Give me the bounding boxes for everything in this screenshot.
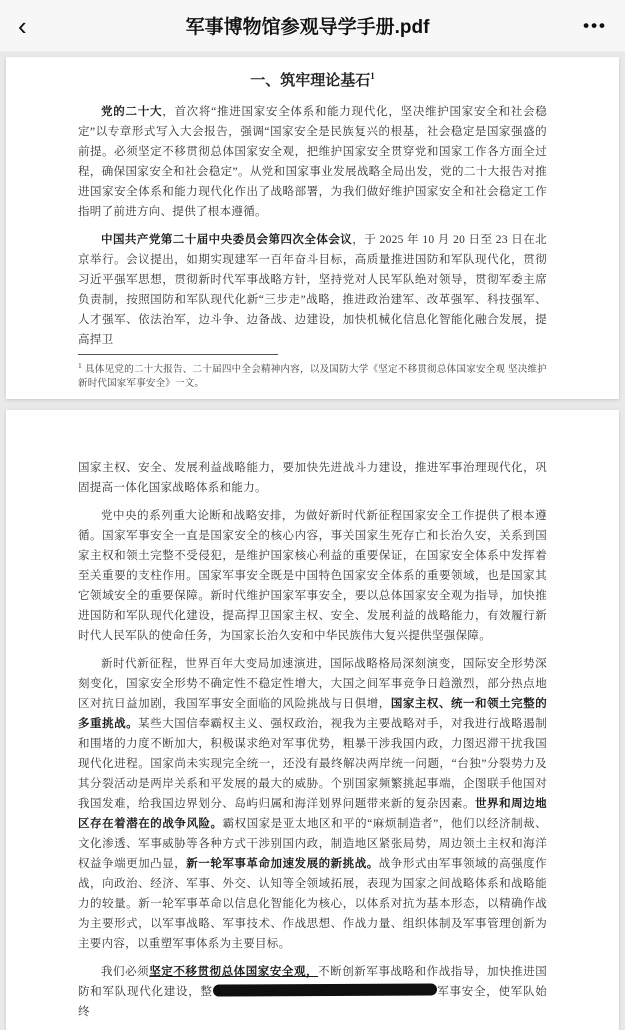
paragraph bbox=[78, 102, 547, 222]
more-options-icon[interactable]: ••• bbox=[583, 16, 607, 35]
footnote-reference: 1 bbox=[370, 71, 375, 81]
text-run: 世界和周边地区存在着潜在的战争风险。 bbox=[78, 798, 547, 830]
text-run: ，于 2025 年 10 月 20 日至 23 日在北京举行。会议提出，如期实现建军一百年奋斗目标，高质量推进国防和军队现代化，贯彻习近平强军思想，贯彻新时代军事战略方针，坚持党对人民军队绝对领导，贯彻军委主席负责制，按照国防和军队现代化新“三步走”战略，推进政治建军、改革强军、科技强军、人才强军、依法治军，边斗争、边备战、边建设，加快机械化信息化智能化融合发展，提高捍卫 bbox=[78, 234, 547, 346]
text-run: 党的二十大 bbox=[101, 106, 163, 118]
text-run: 某些大国信奉霸权主义、强权政治，视我为主要战略对手，对我进行战略遏制和围堵的力度不断加大，积极谋求绝对军事优势，粗暴干涉我国内政，力图迟滞干扰我国现代化进程。国家尚未实现完全统一，还没有最终解决两岸统一问题，“台独”分裂势力及其分裂活动是两岸关系和平发展的最大的威胁。个别国家频繁挑起事端，企图联手他国对我国发难，给我国边界划分、岛屿归属和海洋划界问题带来新的复杂因素。 bbox=[78, 718, 548, 810]
footnote bbox=[78, 354, 547, 391]
footnote-text bbox=[78, 359, 547, 391]
paragraph bbox=[78, 962, 547, 1022]
text-run: ，首次将“推进国家安全体系和能力现代化，坚决维护国家安全和社会稳定”以专章形式写入大会报告，强调“国家安全是民族复兴的根基，社会稳定是国家强盛的前提。必须坚定不移贯彻总体国家安全观，把维护国家安全贯穿党和国家工作各方面全过程，确保国家安全和社会稳定”。从党和国家事业发展战略全局出发，党的二十大报告对推进国家安全体系和能力现代化作出了战略部署，为我们做好维护国家安全和社会稳定工作指明了前进方向、提供了根本遵循。 bbox=[78, 106, 548, 218]
navbar bbox=[0, 0, 625, 52]
pdf-viewer-scroll-area[interactable] bbox=[0, 52, 625, 1018]
redaction-bar bbox=[213, 983, 437, 996]
pdf-page-2 bbox=[6, 410, 619, 1030]
text-run: 坚定不移贯彻总体国家安全观， bbox=[149, 966, 319, 978]
text-run: 霸权国家是亚太地区和平的“麻烦制造者”，他们以经济制裁、文化渗透、军事威胁等各种方式干涉别国内政，制造地区紧张局势，周边领土主权和海洋权益争端更加凸显， bbox=[78, 818, 547, 870]
paragraph bbox=[78, 458, 547, 498]
document-title: 军事博物馆参观导学手册.pdf bbox=[185, 17, 430, 38]
section-heading bbox=[78, 69, 547, 90]
paragraph bbox=[78, 230, 547, 350]
footnote-marker: 1 bbox=[78, 360, 82, 370]
footnote-body: 具体见党的二十大报告、二十届四中全会精神内容，以及国防大学《坚定不移贯彻总体国家安全观 坚决维护新时代国家军事安全》一文。 bbox=[78, 365, 547, 389]
text-run: 军事安全，使军队始终 bbox=[78, 986, 547, 1018]
back-icon[interactable]: ‹ bbox=[18, 10, 27, 41]
text-run: 不断创新军事战略和作战指导，加快推进国防和军队现代化建设，整 bbox=[78, 966, 548, 998]
text-run: 国家主权、安全、发展利益战略能力，要加快先进战斗力建设，推进军事治理现代化，巩固提高一体化国家战略体系和能力。 bbox=[78, 462, 547, 494]
footnote-separator bbox=[78, 354, 278, 355]
text-run: 我们必须 bbox=[101, 966, 150, 978]
text-run: 中国共产党第二十届中央委员会第四次全体会议 bbox=[101, 234, 353, 246]
text-run: 新一轮军事革命加速发展的新挑战。 bbox=[186, 858, 379, 870]
text-run: 党中央的系列重大论断和战略安排，为做好新时代新征程国家安全工作提供了根本遵循。国家军事安全一直是国家安全的核心内容，事关国家生死存亡和长治久安，关系到国家主权和领土完整不受侵犯，是维护国家核心利益的重要保证，在国家安全体系中发挥着至关重要的支柱作用。国家军事安全既是中国特色国家安全体系的重要领域，也是国家其它领域安全的重要保障。新时代维护国家军事安全，要以总体国家安全观为指导，加快推进国防和军队现代化建设，提高捍卫国家主权、安全、发展利益的战略能力，有效履行新时代人民军队的使命任务，为国家长治久安和中华民族伟大复兴提供坚强保障。 bbox=[78, 510, 547, 642]
text-run: 国家主权、统一和领土完整的多重挑战。 bbox=[78, 698, 548, 730]
paragraph bbox=[78, 506, 547, 646]
text-run: 新时代新征程，世界百年大变局加速演进，国际战略格局深刻演变，国际安全形势深刻变化，国家安全形势不确定性不稳定性增大，大国之间军事竞争日趋激烈，部分热点地区对抗日益加剧，我国军事安全面临的风险挑战与日俱增， bbox=[78, 658, 547, 710]
section-heading-text: 一、筑牢理论基石 bbox=[250, 73, 371, 89]
text-run: 战争形式由军事领域的高强度作战，向政治、经济、军事、外交、认知等全领域拓展，表现为国家之间战略体系和战略能力的较量。新一轮军事革命以信息化智能化为核心，以体系对抗为基本形态，以精确作战为主要形式，以军事战略、军事技术、作战思想、作战力量、组织体制及军事管理创新为主要内容，以重塑军事体系为主要目标。 bbox=[78, 858, 547, 950]
pdf-page-1 bbox=[6, 57, 619, 399]
paragraph bbox=[78, 654, 547, 954]
